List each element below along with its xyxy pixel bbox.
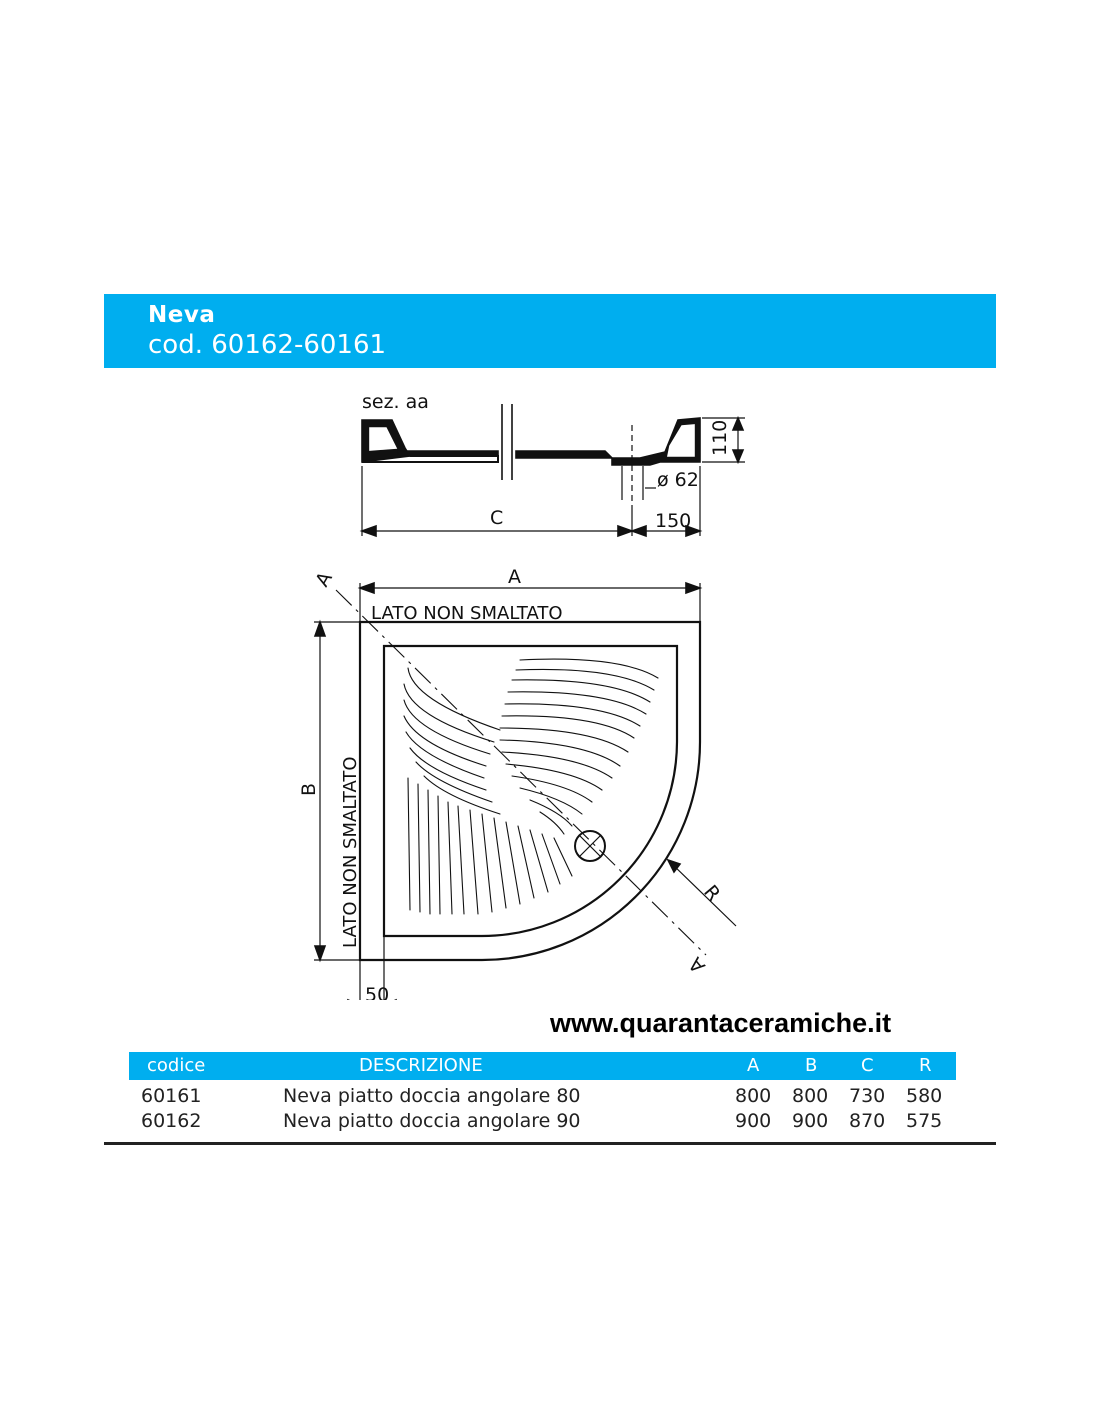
header-description: DESCRIZIONE (359, 1055, 483, 1076)
left-side-label: LATO NON SMALTATO (340, 756, 361, 948)
technical-drawing (0, 380, 1100, 1000)
section-floor (398, 451, 498, 456)
header-r: R (919, 1055, 932, 1076)
product-code: cod. 60162-60161 (148, 330, 387, 360)
row-b: 800 (792, 1085, 829, 1107)
row-description: Neva piatto doccia angolare 90 (283, 1110, 581, 1132)
table-row (129, 1107, 956, 1133)
bottom-rule (104, 1142, 996, 1145)
section-mark-bottom: A (684, 952, 710, 977)
top-side-label: LATO NON SMALTATO (371, 603, 563, 624)
table-row (129, 1082, 956, 1108)
row-r: 575 (906, 1110, 943, 1132)
row-description: Neva piatto doccia angolare 80 (283, 1085, 581, 1107)
row-c: 870 (849, 1110, 886, 1132)
drain-diameter: ø 62 (657, 469, 699, 491)
row-r: 580 (906, 1085, 943, 1107)
row-code: 60162 (141, 1110, 202, 1132)
header-a: A (747, 1055, 760, 1076)
row-code: 60161 (141, 1085, 202, 1107)
section-line (336, 590, 706, 955)
product-header (104, 294, 996, 368)
row-c: 730 (849, 1085, 886, 1107)
product-title: Neva (148, 302, 216, 328)
header-code: codice (147, 1055, 206, 1076)
row-a: 900 (735, 1110, 772, 1132)
section-mark-top: A (311, 568, 337, 591)
table-header (129, 1052, 956, 1080)
row-b: 900 (792, 1110, 829, 1132)
dimension-c: C (490, 507, 504, 529)
plan-view (314, 583, 736, 1000)
section-label: sez. aa (362, 391, 429, 413)
groove-pattern (404, 659, 658, 914)
height-dimension: 110 (709, 419, 731, 456)
header-c: C (861, 1055, 874, 1076)
dimension-a: A (508, 566, 521, 588)
dimension-150: 150 (655, 510, 692, 532)
dimension-r: R (699, 881, 725, 906)
website-url: www.quarantaceramiche.it (550, 1008, 892, 1038)
dimension-b: B (298, 782, 320, 796)
header-b: B (805, 1055, 818, 1076)
row-a: 800 (735, 1085, 772, 1107)
dimension-50: 50 (365, 984, 390, 1000)
